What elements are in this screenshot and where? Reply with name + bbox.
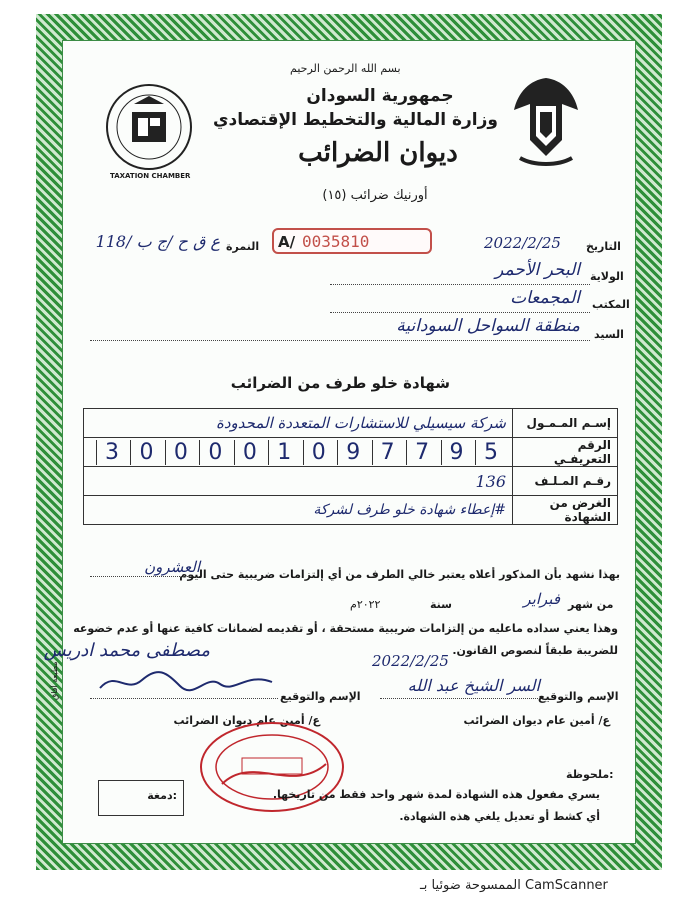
serial-prefix: A/ <box>278 233 296 251</box>
id-digit: 5 <box>475 440 506 465</box>
serial-number: 0035810 <box>302 232 370 251</box>
state-line <box>330 284 590 285</box>
sudan-emblem <box>500 70 592 170</box>
camscanner-footer: الممسوحة ضوئيا بـ CamScanner <box>420 878 608 893</box>
id-digit: 9 <box>337 440 368 465</box>
to-value: منطقة السواحل السودانية <box>396 316 580 336</box>
year-label: سنة <box>430 598 452 611</box>
note-1: يسري مفعول هذه الشهادة لمدة شهر واحد فقط من تاريخها. <box>272 788 600 801</box>
right-signature-line <box>380 698 538 699</box>
to-label: السيد <box>594 328 624 341</box>
month-label: من شهر <box>568 598 614 611</box>
basmala: بسم الله الرحمن الرحيم <box>290 62 401 75</box>
to-line <box>90 340 590 341</box>
notes-label: ملحوظة: <box>566 768 614 781</box>
id-number-cell <box>84 438 513 467</box>
file-number-label: رقـم المـلـف <box>513 467 618 496</box>
year-value: ٢٠٢٢م <box>350 598 381 611</box>
purpose-value: #إعطاء شهادة خلو طرف لشركة <box>84 496 513 525</box>
right-role: ع/ أمين عام ديوان الضرائب <box>463 714 610 727</box>
chamber-title: ديوان الضرائب <box>298 138 458 168</box>
stamp-duty-label: دمغة: <box>147 789 177 802</box>
date-value: 2022/2/25 <box>484 234 561 252</box>
file-number-value: 136 <box>84 467 513 496</box>
id-digit: 7 <box>372 440 403 465</box>
body-line-4: للضريبة طبقاً لنصوص القانون. <box>452 644 618 657</box>
number-label: النمرة <box>226 240 260 253</box>
office-value: المجمعات <box>510 288 580 308</box>
table-row <box>84 496 618 525</box>
id-digit: 1 <box>268 440 299 465</box>
id-digit: 3 <box>96 440 127 465</box>
certificate-title: شهادة خلو طرف من الضرائب <box>230 374 450 392</box>
printer-credit: مطبعة آفاق <box>50 661 59 700</box>
day-value: العشرون <box>144 558 200 576</box>
serial-number-box <box>272 228 432 254</box>
form-number: أورنيك ضرائب (١٥) <box>322 188 428 203</box>
month-value: فبراير <box>523 590 560 608</box>
id-digit: 0 <box>234 440 265 465</box>
purpose-label: الغرض من الشهادة <box>513 496 618 525</box>
number-value: ع ق ح /ج ب /118 <box>95 232 220 251</box>
note-2: أي كشط أو تعديل يلغي هذه الشهادة. <box>399 810 600 823</box>
id-digit: 0 <box>303 440 334 465</box>
republic-title: جمهورية السودان <box>306 86 454 106</box>
table-row <box>84 438 618 467</box>
right-signature-name: السر الشيخ عبد الله <box>407 676 540 695</box>
ministry-title: وزارة المالية والتخطيط الإقتصادي <box>212 110 498 130</box>
state-label: الولاية <box>590 270 624 283</box>
office-label: المكتب <box>592 298 630 311</box>
taxpayer-info-table <box>83 408 618 525</box>
body-line-1: بهذا نشهد بأن المذكور أعلاه يعتبر خالي الطرف من أي إلتزامات ضريبية حتى اليوم <box>179 568 620 581</box>
left-name-label: الإسم والتوقيع <box>280 690 361 703</box>
state-value: البحر الأحمر <box>495 260 580 280</box>
id-digit: 0 <box>199 440 230 465</box>
left-signature-scribble <box>96 668 276 696</box>
id-digits <box>96 440 506 465</box>
office-line <box>330 312 590 313</box>
body-line-3: وهذا يعني سداده ماعليه من إلتزامات ضريبية مستحقة ، أو تقديمه لضمانات كافية عنها أو عدم خضوعه <box>73 622 618 635</box>
day-line <box>90 576 200 577</box>
left-handwritten-mark: مصطفى محمد ادريس <box>43 640 210 661</box>
right-signature-date: 2022/2/25 <box>372 652 449 670</box>
table-row <box>84 467 618 496</box>
date-label: التاريخ <box>586 240 621 253</box>
right-name-label: الإسم والتوقيع <box>538 690 619 703</box>
id-digit: 7 <box>406 440 437 465</box>
left-role: ع/ أمين عام ديوان الضرائب <box>173 714 320 727</box>
stamp-duty-box <box>98 780 184 816</box>
taxpayer-name-label: إسـم المـمـول <box>513 409 618 438</box>
taxation-chamber-logo <box>104 82 194 172</box>
left-signature-line <box>90 698 278 699</box>
table-row <box>84 409 618 438</box>
id-number-label: الرقم التعريفـي <box>513 438 618 467</box>
logo-caption: TAXATION CHAMBER <box>110 172 191 180</box>
taxpayer-name-value: شركة سيسيلي للاستشارات المتعددة المحدودة <box>84 409 513 438</box>
id-digit: 0 <box>165 440 196 465</box>
id-digit: 0 <box>130 440 161 465</box>
id-digit: 9 <box>441 440 472 465</box>
